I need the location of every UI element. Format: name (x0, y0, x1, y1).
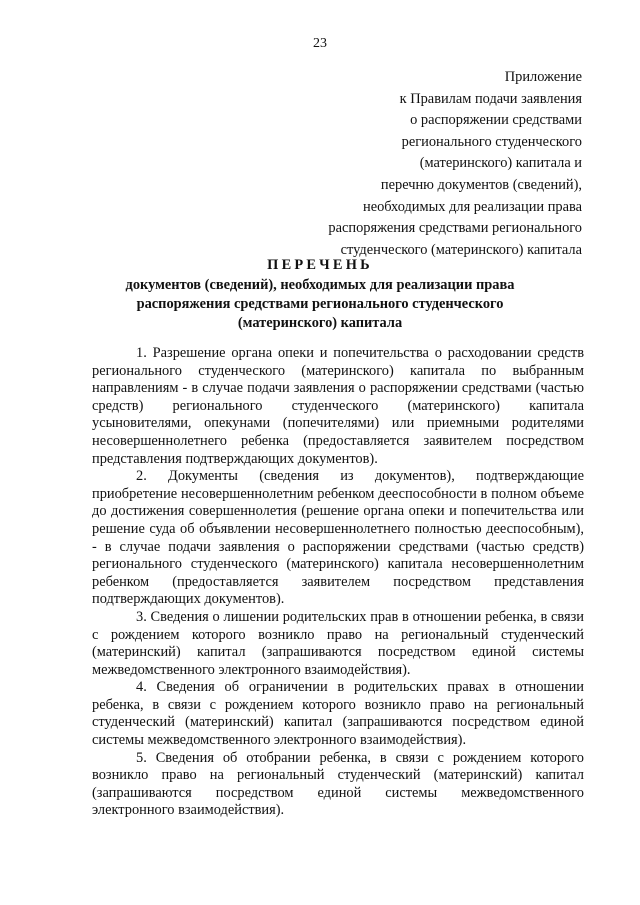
appendix-line: Приложение (504, 69, 582, 85)
list-item-2: 2. Документы (сведения из документов), подтверждающие приобретение несовершеннолетним ребенком дееспособности в полном объеме до достижения совершеннолетия (решение органа опеки и попечительства или решение суда об объявлении несовершеннолетнего полностью дееспособным), - в случае подачи заявления о распоряжении средствами (частью средств) регионального студенческого (материнского) капитала несовершеннолетним ребенком (предоставляется заявителем посредством представления подтверждающих документов). (92, 468, 584, 608)
appendix-block (282, 67, 582, 261)
list-item-1: 1. Разрешение органа опеки и попечительства о расходовании средств регионального студенческого (материнского) капитала по выбранным направлениям - в случае подачи заявления о распоряжении средствами (частью средств) регионального студенческого (материнского) капитала усыновителями, опекунами (попечителями) или приемными родителями несовершеннолетнего ребенка (предоставляется заявителем посредством представления подтверждающих документов). (92, 345, 584, 467)
list-item-5: 5. Сведения об отобрании ребенка, в связи с рождением которого возникло право на региональный студенческий (материнский) капитал (запрашиваются посредством единой системы межведомственного электронного взаимодействия). (92, 749, 584, 819)
subtitle-line: документов (сведений), необходимых для реализации права (125, 277, 515, 293)
list-item-3: 3. Сведения о лишении родительских прав в отношении ребенка, в связи с рождением которого возникло право на региональный студенческий (материнский) капитал (запрашиваются посредством единой системы межведомственного электронного взаимодействия). (92, 608, 584, 678)
appendix-line: перечню документов (сведений), (380, 176, 582, 193)
appendix-line: необходимых для реализации права (363, 198, 582, 215)
appendix-line: к Правилам подачи заявления (399, 90, 582, 107)
document-title: ПЕРЕЧЕНЬ (267, 257, 373, 273)
document-subtitle (60, 276, 580, 333)
page-number: 23 (313, 36, 327, 51)
appendix-line: о распоряжении средствами (410, 112, 582, 129)
appendix-line: студенческого (материнского) капитала (340, 241, 582, 258)
document-body (92, 345, 584, 820)
list-item-4: 4. Сведения об ограничении в родительских правах в отношении ребенка, в связи с рождением которого возникло право на региональный студенческий (материнский) капитал (запрашиваются посредством единой системы межведомственного электронного взаимодействия). (92, 679, 584, 749)
subtitle-line: распоряжения средствами регионального студенческого (136, 296, 504, 312)
appendix-line: (материнского) капитала и (419, 155, 582, 172)
appendix-line: регионального студенческого (401, 133, 582, 150)
appendix-line: распоряжения средствами регионального (328, 220, 582, 237)
subtitle-line: (материнского) капитала (237, 315, 403, 331)
